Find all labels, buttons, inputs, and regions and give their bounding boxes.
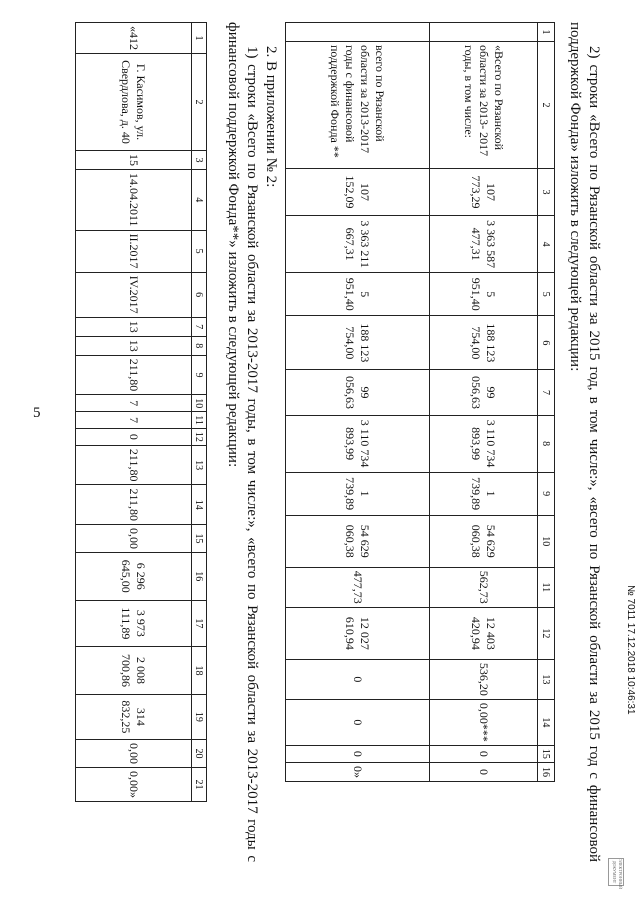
document-number: № 7011 (625, 585, 636, 621)
table-cell: 3 973 111,89 (76, 600, 192, 647)
table-summary-header-row (538, 23, 555, 782)
table-cell: 477,73 (286, 567, 430, 607)
header-cell: 14 (192, 485, 207, 525)
header-cell: 8 (538, 415, 555, 472)
header-cell: 4 (538, 216, 555, 273)
table-cell: всего по Рязанской области за 2013-2017 годы с финансовой поддержкой Фонда ** (286, 42, 430, 169)
header-cell: 21 (192, 767, 207, 801)
header-cell: 11 (192, 412, 207, 429)
header-cell: 2 (192, 54, 207, 151)
amendment-paragraph-2 (565, 22, 603, 862)
table-cell: «Всего по Рязанской области за 2013- 2017 годы, в том числе: (429, 42, 537, 169)
table-cell: 0» (286, 762, 430, 781)
table-cell: 107 773,29 (429, 169, 537, 216)
header-cell: 3 (538, 169, 555, 216)
table-cell: 188 123 754,00 (429, 316, 537, 370)
header-cell: 12 (192, 428, 207, 445)
table-cell: Г. Касимов, ул. Свердлова, д. 40 (76, 54, 192, 151)
header-cell: 19 (192, 694, 207, 739)
table-cell: 188 123 754,00 (286, 316, 430, 370)
table-cell: 99 056,63 (429, 370, 537, 415)
amendment-heading: 2. В приложении № 2: (263, 46, 279, 188)
header-cell: 5 (192, 230, 207, 272)
table-cell: 536,20 (429, 659, 537, 699)
table-cell: 3 110 734 893,99 (429, 415, 537, 472)
table-cell: 211,80 (76, 445, 192, 485)
header-cell: 3 (192, 151, 207, 170)
table-cell: 99 056,63 (286, 370, 430, 415)
table-cell: 0,00» (76, 767, 192, 801)
table-cell: IV.2017 (76, 272, 192, 317)
table-cell: 7 (76, 412, 192, 429)
table-cell: 0 (286, 699, 430, 745)
table-cell: 107 152,09 (286, 169, 430, 216)
header-cell: 11 (538, 567, 555, 607)
header-cell: 4 (192, 170, 207, 231)
table-summary (285, 22, 555, 782)
header-cell: 16 (538, 762, 555, 781)
header-cell: 10 (538, 515, 555, 567)
header-cell: 15 (538, 745, 555, 762)
table-cell: 2 008 700,86 (76, 647, 192, 695)
table-top-header-row (192, 23, 207, 802)
table-cell: 0,00*** (429, 699, 537, 745)
header-cell: 6 (192, 272, 207, 317)
table-cell: 3 363 211 667,31 (286, 216, 430, 273)
table-cell: 15 (76, 151, 192, 170)
table-row (429, 23, 537, 782)
table-cell: «412 (76, 23, 192, 54)
table-row (76, 23, 192, 802)
document-footer (625, 585, 636, 855)
table-cell: 0 (429, 762, 537, 781)
header-cell: 9 (538, 472, 555, 515)
table-cell: 1 739,89 (286, 472, 430, 515)
table-cell (429, 23, 537, 42)
header-cell: 5 (538, 273, 555, 316)
header-cell: 18 (192, 647, 207, 695)
table-cell: 211,80 (76, 355, 192, 395)
table-cell: 54 629 060,38 (429, 515, 537, 567)
table-cell: 5 951,40 (429, 273, 537, 316)
table-cell: 1 739,89 (429, 472, 537, 515)
header-cell: 1 (192, 23, 207, 54)
table-cell: 13 (76, 336, 192, 355)
table-cell: 0 (429, 745, 537, 762)
table-cell (286, 23, 430, 42)
table-cell: 0 (286, 659, 430, 699)
table-top (75, 22, 207, 802)
header-cell: 10 (192, 395, 207, 412)
header-cell: 17 (192, 600, 207, 647)
table-cell: 12 403 420,94 (429, 607, 537, 659)
page-number: 5 (33, 405, 41, 421)
header-cell: 20 (192, 739, 207, 767)
table-cell: 562,73 (429, 567, 537, 607)
table-cell: II.2017 (76, 230, 192, 272)
table-cell: 0,00 (76, 739, 192, 767)
table-cell: 3 363 587 477,31 (429, 216, 537, 273)
amendment-paragraph (223, 22, 280, 862)
header-cell: 14 (538, 699, 555, 745)
table-cell: 13 (76, 317, 192, 336)
header-cell: 15 (192, 525, 207, 553)
table-cell: 0 (76, 428, 192, 445)
table-row (286, 23, 430, 782)
header-cell: 1 (538, 23, 555, 42)
table-cell: 7 (76, 395, 192, 412)
header-cell: 9 (192, 355, 207, 395)
header-cell: 7 (538, 370, 555, 415)
header-cell: 12 (538, 607, 555, 659)
table-cell: 0,00 (76, 525, 192, 553)
amendment-text: 1) строки «Всего по Рязанской области за 2013-2017 годы, в том числе:», «всего по Рязанской области за 2013-2017 годы с финансовой поддержкой Фонда**» изложить в следующей редакции: (225, 22, 260, 862)
table-cell: 3 110 734 893,99 (286, 415, 430, 472)
header-cell: 2 (538, 42, 555, 169)
header-cell: 7 (192, 317, 207, 336)
table-cell: 12 027 610,94 (286, 607, 430, 659)
amendment-text-2: 2) строки «Всего по Рязанской области за 2015 год, в том числе:», «всего по Рязанской области за 2015 год с финансовой поддержкой Фонда» изложить в следующей редакции: (567, 22, 602, 862)
header-cell: 13 (192, 445, 207, 485)
table-cell: 314 832,25 (76, 694, 192, 739)
header-cell: 13 (538, 659, 555, 699)
table-cell: 14.04.2011 (76, 170, 192, 231)
table-cell: 5 951,40 (286, 273, 430, 316)
table-cell: 211,80 (76, 485, 192, 525)
header-cell: 8 (192, 336, 207, 355)
electronic-document-stamp: ЭЛЕКТРОННЫЙ ДОКУМЕНТ (608, 858, 624, 886)
header-cell: 16 (192, 553, 207, 601)
table-cell: 6 296 645,00 (76, 553, 192, 601)
table-cell: 54 629 060,38 (286, 515, 430, 567)
document-timestamp: 17.12.2018 10:46:31 (625, 622, 636, 715)
table-cell: 0 (286, 745, 430, 762)
header-cell: 6 (538, 316, 555, 370)
